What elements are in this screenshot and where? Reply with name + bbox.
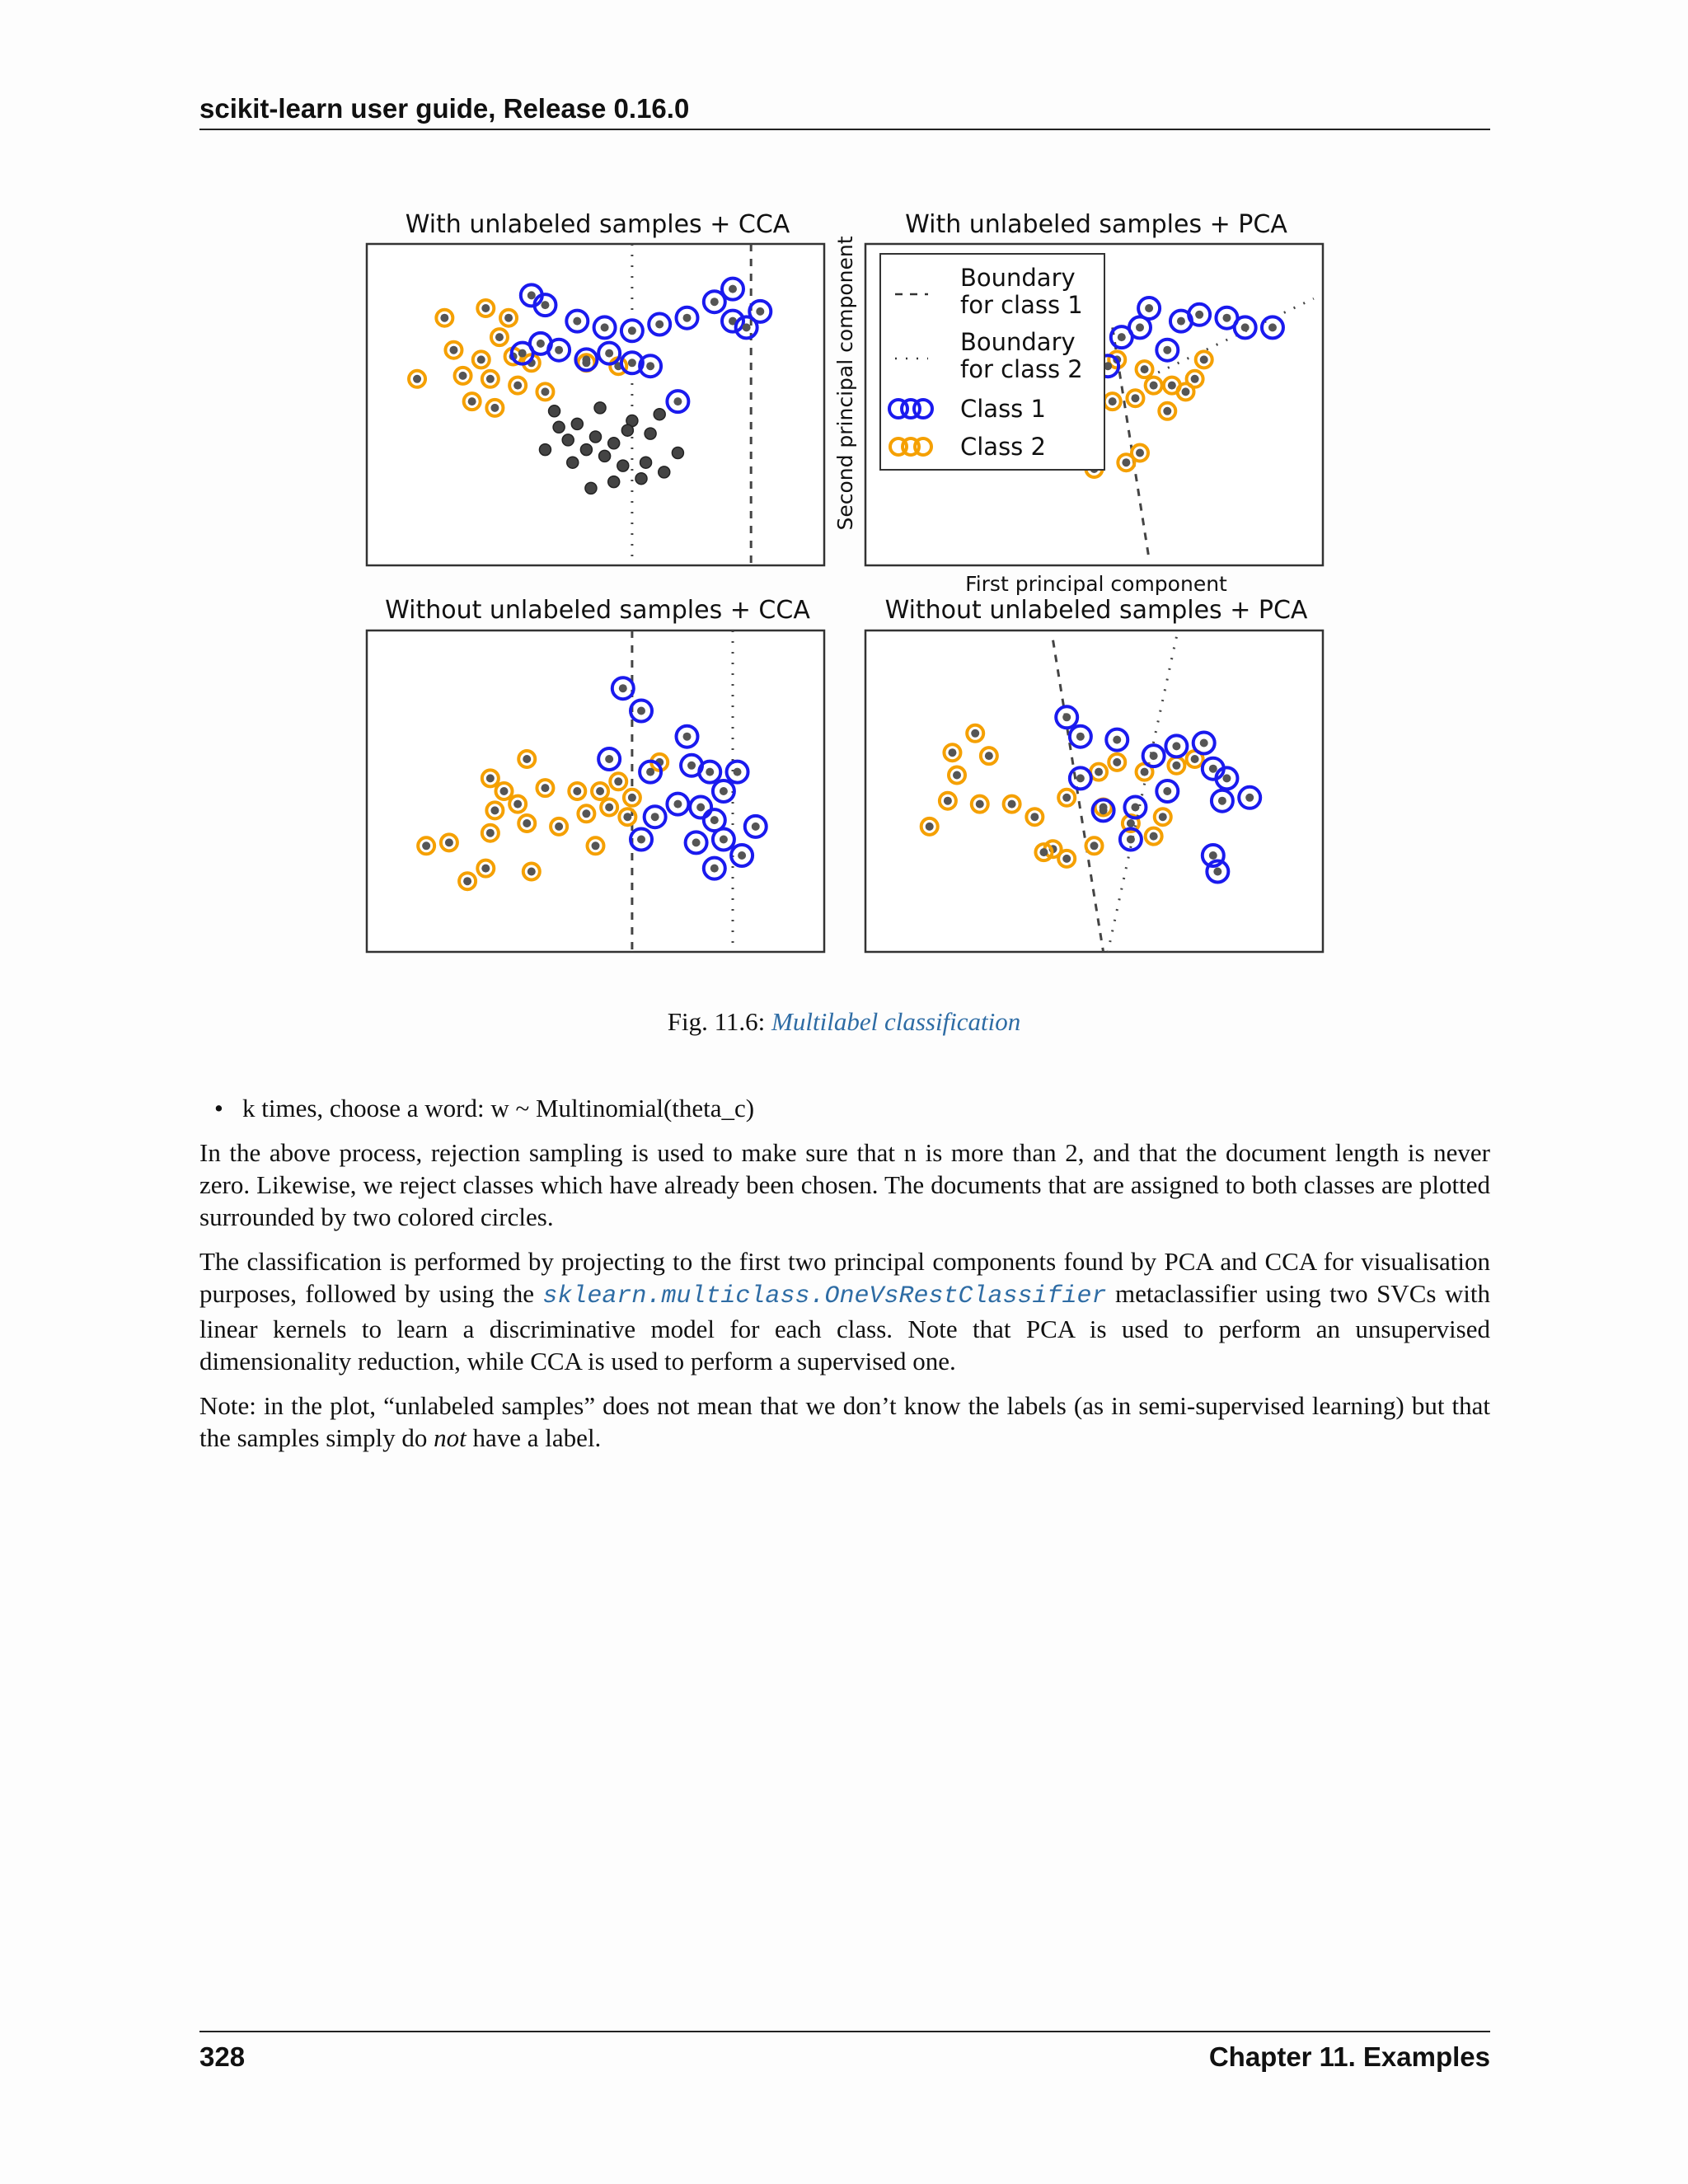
sample-point-core <box>1163 407 1171 415</box>
sample-point-core <box>541 301 549 309</box>
sample-point-core <box>504 314 513 322</box>
caption-link[interactable]: Multilabel classification <box>771 1007 1021 1036</box>
sample-point-core <box>1127 836 1135 844</box>
sample-point-core <box>582 355 590 363</box>
sample-point-core <box>1076 774 1085 782</box>
sample-point-core <box>592 841 600 850</box>
sample-point-core <box>614 777 622 785</box>
body-text <box>199 1092 1490 1466</box>
sample-point-core <box>573 317 581 326</box>
sample-point-core <box>523 819 531 827</box>
sample-point-core <box>673 800 682 808</box>
sample-point-core <box>1118 333 1126 341</box>
sample-point-core <box>1150 752 1158 760</box>
sample-point-core <box>541 387 549 396</box>
sample-point-core <box>637 836 645 844</box>
sample-point-core <box>734 768 742 776</box>
plot-panel-2 <box>367 630 824 952</box>
sample-point-core <box>673 397 682 405</box>
sample-point-core <box>1141 365 1149 373</box>
sample-point-core <box>976 800 984 808</box>
unlabeled-point <box>654 409 665 420</box>
sample-point-core <box>1076 733 1085 741</box>
sample-point-core <box>623 813 631 821</box>
legend <box>880 254 1104 470</box>
sample-point-core <box>1163 787 1171 795</box>
legend-boundary-1-line1: Boundary <box>960 264 1076 292</box>
sample-point-core <box>1122 458 1130 466</box>
sample-point-core <box>1109 397 1117 405</box>
sample-point-core <box>1030 813 1039 821</box>
sample-point-core <box>696 804 705 812</box>
sample-point-core <box>743 323 751 331</box>
panel-frame <box>367 630 824 952</box>
sample-point-core <box>1191 755 1199 763</box>
sample-point-core <box>1191 375 1199 383</box>
sample-point-core <box>1062 855 1071 863</box>
legend-class-1: Class 1 <box>960 395 1046 423</box>
unlabeled-point <box>608 476 620 488</box>
sample-point-core <box>1218 797 1226 805</box>
legend-boundary-1-line2: for class 1 <box>960 291 1083 319</box>
paragraph-3-start: Note: in the plot, “unlabeled samples” does not mean that we don’t know the labels (as in semi-supervised learning) but that the samples simply do <box>199 1391 1490 1452</box>
sample-point-core <box>1136 449 1144 457</box>
sample-point-core <box>582 809 590 818</box>
sample-point-core <box>573 787 581 795</box>
sample-point-core <box>528 291 536 299</box>
sample-point-core <box>1131 804 1139 812</box>
sample-point-core <box>459 372 467 380</box>
sample-point-core <box>1100 806 1108 814</box>
panel-title-3: Without unlabeled samples + PCA <box>884 596 1308 625</box>
unlabeled-point <box>571 418 583 429</box>
sample-point-core <box>605 349 613 358</box>
sample-point-core <box>486 829 495 837</box>
panel-title-0: With unlabeled samples + CCA <box>405 210 790 239</box>
unlabeled-point <box>549 405 560 417</box>
sample-point-core <box>1150 382 1158 390</box>
sample-point-core <box>683 314 692 322</box>
plot-panel-0 <box>367 244 824 565</box>
multilabel-figure <box>363 198 1335 964</box>
legend-boundary-2-line2: for class 2 <box>960 355 1083 383</box>
sample-point-core <box>481 865 490 873</box>
sample-point-core <box>518 349 527 358</box>
header-title: scikit-learn user guide, Release 0.16.0 <box>199 93 690 124</box>
sample-point-core <box>1159 813 1167 821</box>
bullet-dot: • <box>214 1094 223 1122</box>
panel-title-1: With unlabeled samples + PCA <box>905 210 1287 239</box>
running-footer <box>199 2031 1490 2074</box>
sample-point-core <box>1172 762 1180 770</box>
unlabeled-point <box>645 428 656 439</box>
sample-point-core <box>971 729 979 738</box>
sample-point-core <box>720 836 728 844</box>
sample-point-core <box>477 355 485 363</box>
sample-point-core <box>1145 304 1153 312</box>
sample-point-core <box>605 755 613 763</box>
sample-point-core <box>729 285 737 293</box>
sample-point-core <box>1136 323 1144 331</box>
sample-point-core <box>646 768 654 776</box>
sample-point-core <box>541 784 549 792</box>
unlabeled-point <box>594 402 606 414</box>
paragraph-2-start: The classification is performed by projecting to the first two principal components found by PCA and CCA for visualisation purposes, followed by using the <box>199 1247 1490 1308</box>
sample-point-core <box>1131 394 1139 402</box>
sample-point-core <box>692 838 701 846</box>
sample-point-core <box>463 877 471 885</box>
figure-caption <box>0 1005 1688 1038</box>
unlabeled-point <box>580 444 592 456</box>
sample-point-core <box>1209 765 1217 773</box>
unlabeled-point <box>672 448 683 459</box>
paragraph-3 <box>199 1390 1490 1454</box>
sample-point-core <box>422 841 430 850</box>
sample-point-core <box>710 298 719 306</box>
sample-point-core <box>687 762 696 770</box>
unlabeled-point <box>599 450 611 462</box>
paragraph-3-emphasis: not <box>434 1423 467 1452</box>
unlabeled-point <box>567 457 579 468</box>
sample-point-core <box>486 375 495 383</box>
unlabeled-point <box>562 434 574 446</box>
sample-point-core <box>523 755 531 763</box>
panel-title-2: Without unlabeled samples + CCA <box>385 596 810 625</box>
sample-point-core <box>555 823 563 831</box>
sample-point-core <box>756 307 764 316</box>
sample-point-core <box>513 382 522 390</box>
paragraph-2 <box>199 1245 1490 1377</box>
sample-point-core <box>628 794 636 802</box>
sample-point-core <box>1213 868 1221 876</box>
sample-point-core <box>1095 768 1103 776</box>
sample-point-core <box>1090 841 1099 850</box>
sample-point-core <box>655 321 663 329</box>
sample-point-core <box>710 865 719 873</box>
sample-point-core <box>481 304 490 312</box>
sample-point-core <box>683 733 692 741</box>
page-number: 328 <box>199 2041 246 2072</box>
y-axis-label: Second principal component <box>833 236 857 531</box>
sample-point-core <box>468 397 476 405</box>
legend-class-2: Class 2 <box>960 433 1046 461</box>
paragraph-3-end: have a label. <box>466 1423 602 1452</box>
unlabeled-point <box>640 457 652 468</box>
sample-point-core <box>1200 355 1208 363</box>
unlabeled-point <box>608 438 620 449</box>
unlabeled-point <box>635 473 647 485</box>
unlabeled-point <box>617 460 629 471</box>
sample-point-core <box>1168 382 1176 390</box>
unlabeled-point <box>585 482 597 494</box>
chapter-title: Chapter 11. Examples <box>1208 2041 1490 2072</box>
sample-point-core <box>596 787 604 795</box>
sample-point-core <box>500 787 509 795</box>
sample-point-core <box>490 806 499 814</box>
sample-point-core <box>413 375 421 383</box>
sample-point-core <box>985 752 993 760</box>
sample-point-core <box>646 362 654 370</box>
unlabeled-point <box>590 431 602 443</box>
unlabeled-point <box>659 466 670 478</box>
unlabeled-point <box>553 421 565 433</box>
sample-point-core <box>752 823 760 831</box>
sample-point-core <box>440 314 448 322</box>
sample-point-core <box>1113 736 1121 744</box>
sample-point-core <box>628 326 636 335</box>
sample-point-core <box>1245 794 1254 802</box>
sample-point-core <box>619 684 627 692</box>
sample-point-core <box>601 323 609 331</box>
panel-frame <box>865 630 1323 952</box>
sample-point-core <box>1039 848 1048 856</box>
sample-point-core <box>948 748 956 757</box>
sample-point-core <box>445 838 453 846</box>
plot-panel-3 <box>865 630 1323 952</box>
sample-point-core <box>1200 739 1208 748</box>
sample-point-core <box>1150 832 1158 841</box>
sample-point-core <box>1141 768 1149 776</box>
sample-point-core <box>953 771 961 780</box>
sample-point-core <box>495 333 504 341</box>
legend-boundary-2-line1: Boundary <box>960 328 1076 356</box>
sample-point-core <box>1222 774 1231 782</box>
sample-point-core <box>1127 819 1135 827</box>
onevsrest-classifier-link[interactable]: sklearn.multiclass.OneVsRestClassifier <box>542 1282 1107 1310</box>
sample-point-core <box>1008 800 1016 808</box>
unlabeled-point <box>539 444 551 456</box>
sample-point-core <box>1062 794 1071 802</box>
sample-point-core <box>1062 713 1071 721</box>
sample-point-core <box>605 804 613 812</box>
sample-point-core <box>1222 314 1231 322</box>
bullet-text: k times, choose a word: w ~ Multinomial(theta_c) <box>242 1094 755 1122</box>
sample-point-core <box>926 823 934 831</box>
sample-point-core <box>1113 758 1121 766</box>
sample-point-core <box>490 404 499 412</box>
sample-point-core <box>944 797 952 805</box>
sample-point-core <box>486 774 495 782</box>
sample-point-core <box>1163 346 1171 354</box>
x-axis-label: First principal component <box>965 572 1227 596</box>
sample-point-core <box>738 851 746 860</box>
sample-point-core <box>706 768 714 776</box>
sample-point-core <box>1182 387 1190 396</box>
bullet-item <box>214 1092 1490 1124</box>
sample-point-core <box>637 707 645 715</box>
sample-point-core <box>449 346 457 354</box>
sample-point-core <box>1268 323 1277 331</box>
caption-prefix: Fig. 11.6: <box>667 1007 772 1036</box>
sample-point-core <box>537 340 545 348</box>
sample-point-core <box>651 813 659 821</box>
sample-point-core <box>1172 742 1180 750</box>
sample-point-core <box>710 816 719 824</box>
unlabeled-point <box>621 424 633 436</box>
running-header <box>199 92 1490 130</box>
sample-point-core <box>1195 311 1203 319</box>
sample-point-core <box>528 868 536 876</box>
sample-point-core <box>513 800 522 808</box>
sample-point-core <box>720 787 728 795</box>
paragraph-2-end: metaclassifier using two SVCs with linear kernels to learn a discriminative model for each class. Note that PCA is used to perform an unsupervised dimensionality reduction, while CCA is used to perform a supervised one. <box>199 1279 1490 1376</box>
sample-point-core <box>555 346 563 354</box>
sample-point-core <box>1177 317 1185 326</box>
paragraph-1: In the above process, rejection sampling is used to make sure that n is more than 2, and that the document length is never zero. Likewise, we reject classes which have already been chosen. The documents that are assigned to both classes are plotted surrounded by two colored circles. <box>199 1138 1490 1231</box>
sample-point-core <box>628 359 636 367</box>
sample-point-core <box>1241 323 1250 331</box>
sample-point-core <box>1209 851 1217 860</box>
